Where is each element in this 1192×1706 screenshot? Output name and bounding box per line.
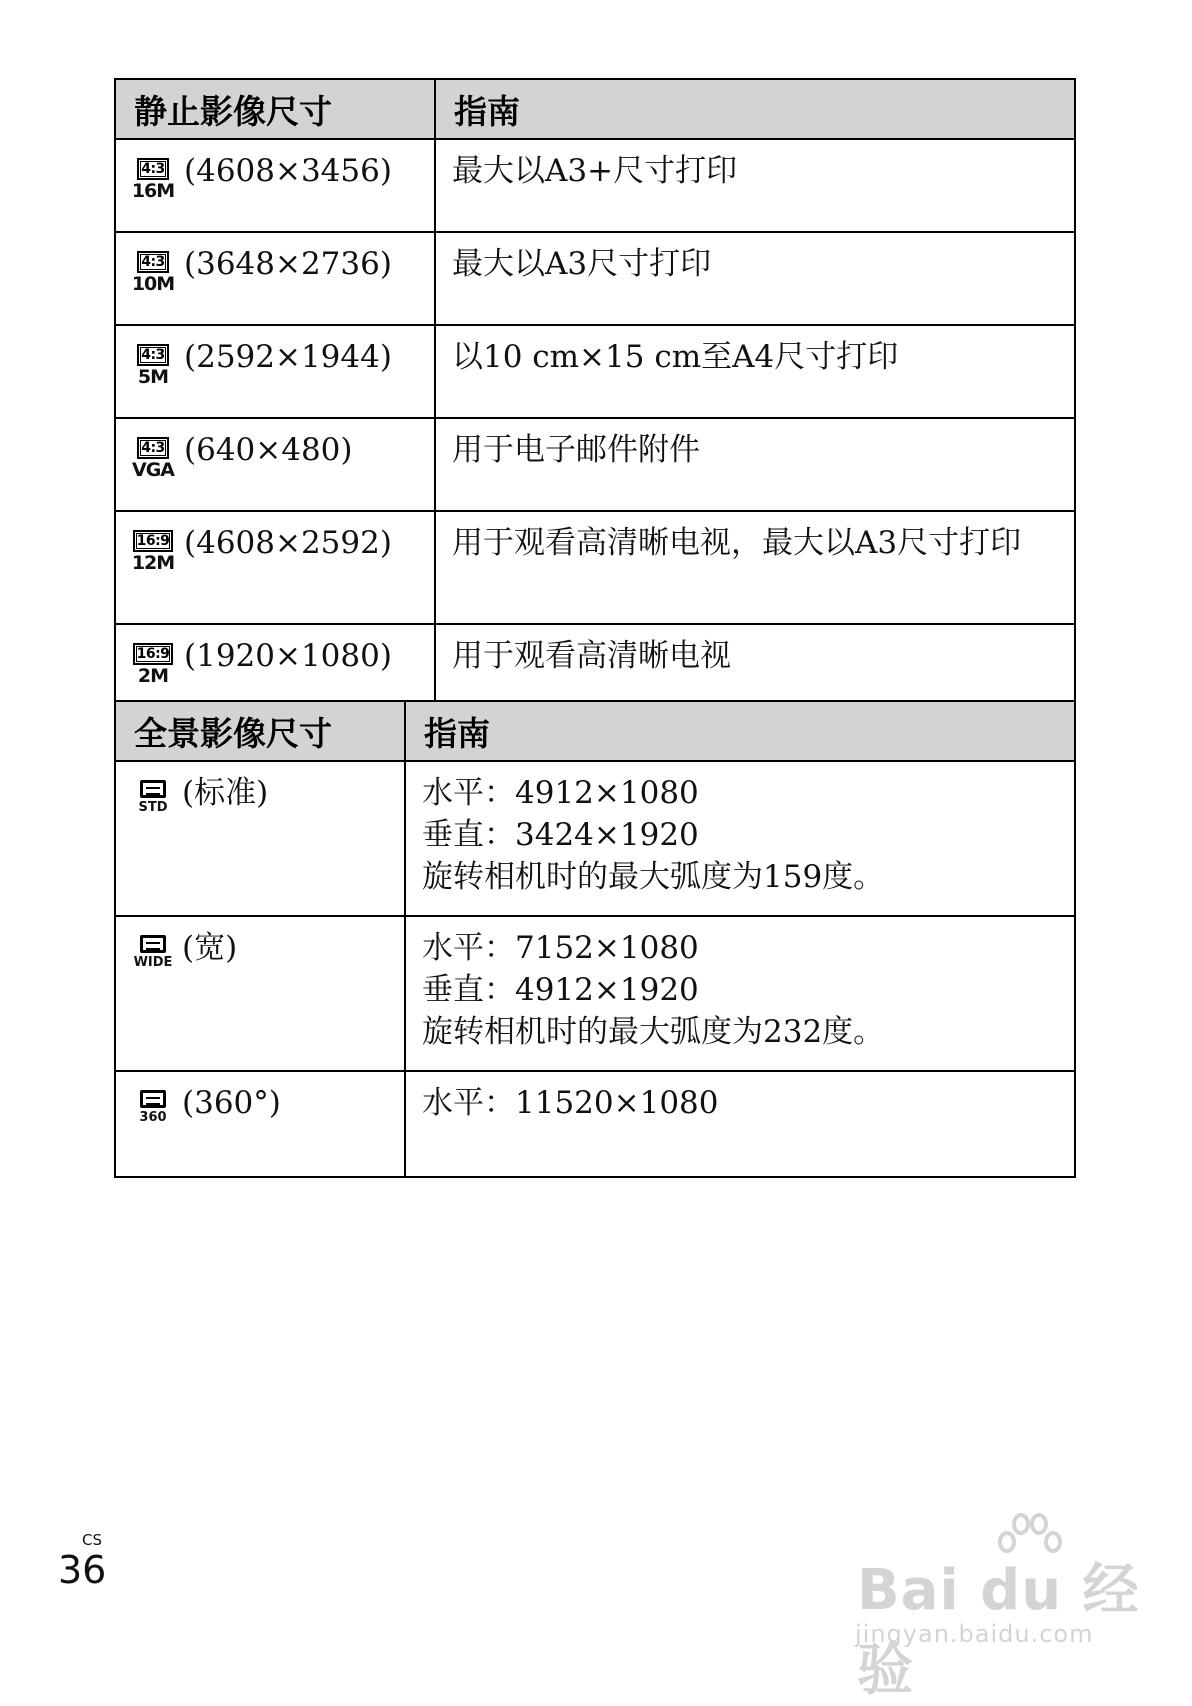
panorama-frame-icon [140,1090,166,1108]
megapixel-label: 16M [131,180,175,202]
aspect-ratio-label: 4:3 [137,344,169,366]
panorama-icon-label: STD [138,800,168,815]
guide-text: 用于观看高清晰电视，最大以A3尺寸打印 [435,511,1075,624]
panorama-360-icon [134,1090,172,1125]
guide-text: 以10 cm×15 cm至A4尺寸打印 [435,325,1075,418]
image-size-10m-icon [131,251,175,295]
guide-cell [405,1071,1075,1177]
panorama-wide-icon [134,935,172,970]
size-cell [115,511,435,624]
header-panorama-image-size: 全景影像尺寸 [115,701,405,761]
megapixel-label: 10M [131,273,175,295]
panorama-standard-icon [134,780,172,815]
size-cell [115,232,435,325]
guide-cell [405,916,1075,1071]
table-row [115,511,1075,624]
panorama-icon-label: 360 [139,1110,167,1125]
table-header-row [115,701,1075,761]
size-cell [115,1071,405,1177]
guide-line: 水平：7152×1080 [422,930,699,966]
guide-line: 垂直：4912×1920 [422,972,699,1008]
image-dimensions: (4608×2592) [184,525,392,561]
panorama-frame-icon [140,780,166,798]
image-size-16m-icon [131,158,175,202]
image-size-12m-icon [131,530,175,574]
table-row [115,916,1075,1071]
guide-line: 旋转相机时的最大弧度为232度。 [422,1014,885,1050]
table-row [115,325,1075,418]
panorama-size-label: (宽) [182,930,238,966]
megapixel-label: 5M [137,366,169,388]
image-dimensions: (1920×1080) [184,638,392,674]
table-row [115,1071,1075,1177]
image-dimensions: (3648×2736) [184,246,392,282]
panorama-frame-icon [140,935,166,953]
size-cell [115,418,435,511]
size-cell [115,139,435,232]
header-still-image-size: 静止影像尺寸 [115,79,435,139]
watermark-brand: Bai du 经验 [857,1558,1140,1703]
header-guide: 指南 [435,79,1075,139]
aspect-ratio-label: 4:3 [137,158,169,180]
megapixel-label: VGA [132,459,175,481]
guide-line: 水平：11520×1080 [422,1085,719,1121]
image-size-vga-icon [132,437,175,481]
guide-line: 垂直：3424×1920 [422,817,699,853]
guide-text: 用于观看高清晰电视 [435,624,1075,717]
aspect-ratio-label: 16:9 [133,530,174,552]
panorama-size-label: (标准) [182,775,269,811]
image-dimensions: (640×480) [184,432,353,468]
guide-text: 最大以A3尺寸打印 [435,232,1075,325]
guide-line: 旋转相机时的最大弧度为159度。 [422,859,885,895]
panorama-size-label: (360°) [182,1085,281,1121]
watermark-url: jingyan.baidu.com [855,1620,1094,1648]
guide-line: 水平：4912×1080 [422,775,699,811]
table-row [115,418,1075,511]
image-dimensions: (2592×1944) [184,339,392,375]
size-cell [115,916,405,1071]
image-size-5m-icon [134,344,172,387]
size-cell [115,761,405,916]
aspect-ratio-label: 4:3 [137,437,169,459]
table-row [115,761,1075,916]
header-guide: 指南 [405,701,1075,761]
aspect-ratio-label: 16:9 [133,643,174,665]
panorama-icon-label: WIDE [133,955,173,970]
baidu-jingyan-watermark [855,1512,1155,1703]
size-cell [115,325,435,418]
image-dimensions: (4608×3456) [184,153,392,189]
table-row [115,232,1075,325]
page-number: 36 [58,1548,107,1592]
panorama-image-size-table [114,700,1076,1178]
aspect-ratio-label: 4:3 [137,251,169,273]
still-image-size-table [114,78,1076,718]
guide-text: 用于电子邮件附件 [435,418,1075,511]
guide-text: 最大以A3+尺寸打印 [435,139,1075,232]
language-code: CS [82,1531,102,1549]
megapixel-label: 12M [131,552,175,574]
image-size-2m-icon [134,643,172,686]
table-row [115,139,1075,232]
guide-cell [405,761,1075,916]
megapixel-label: 2M [137,665,169,687]
table-header-row [115,79,1075,139]
